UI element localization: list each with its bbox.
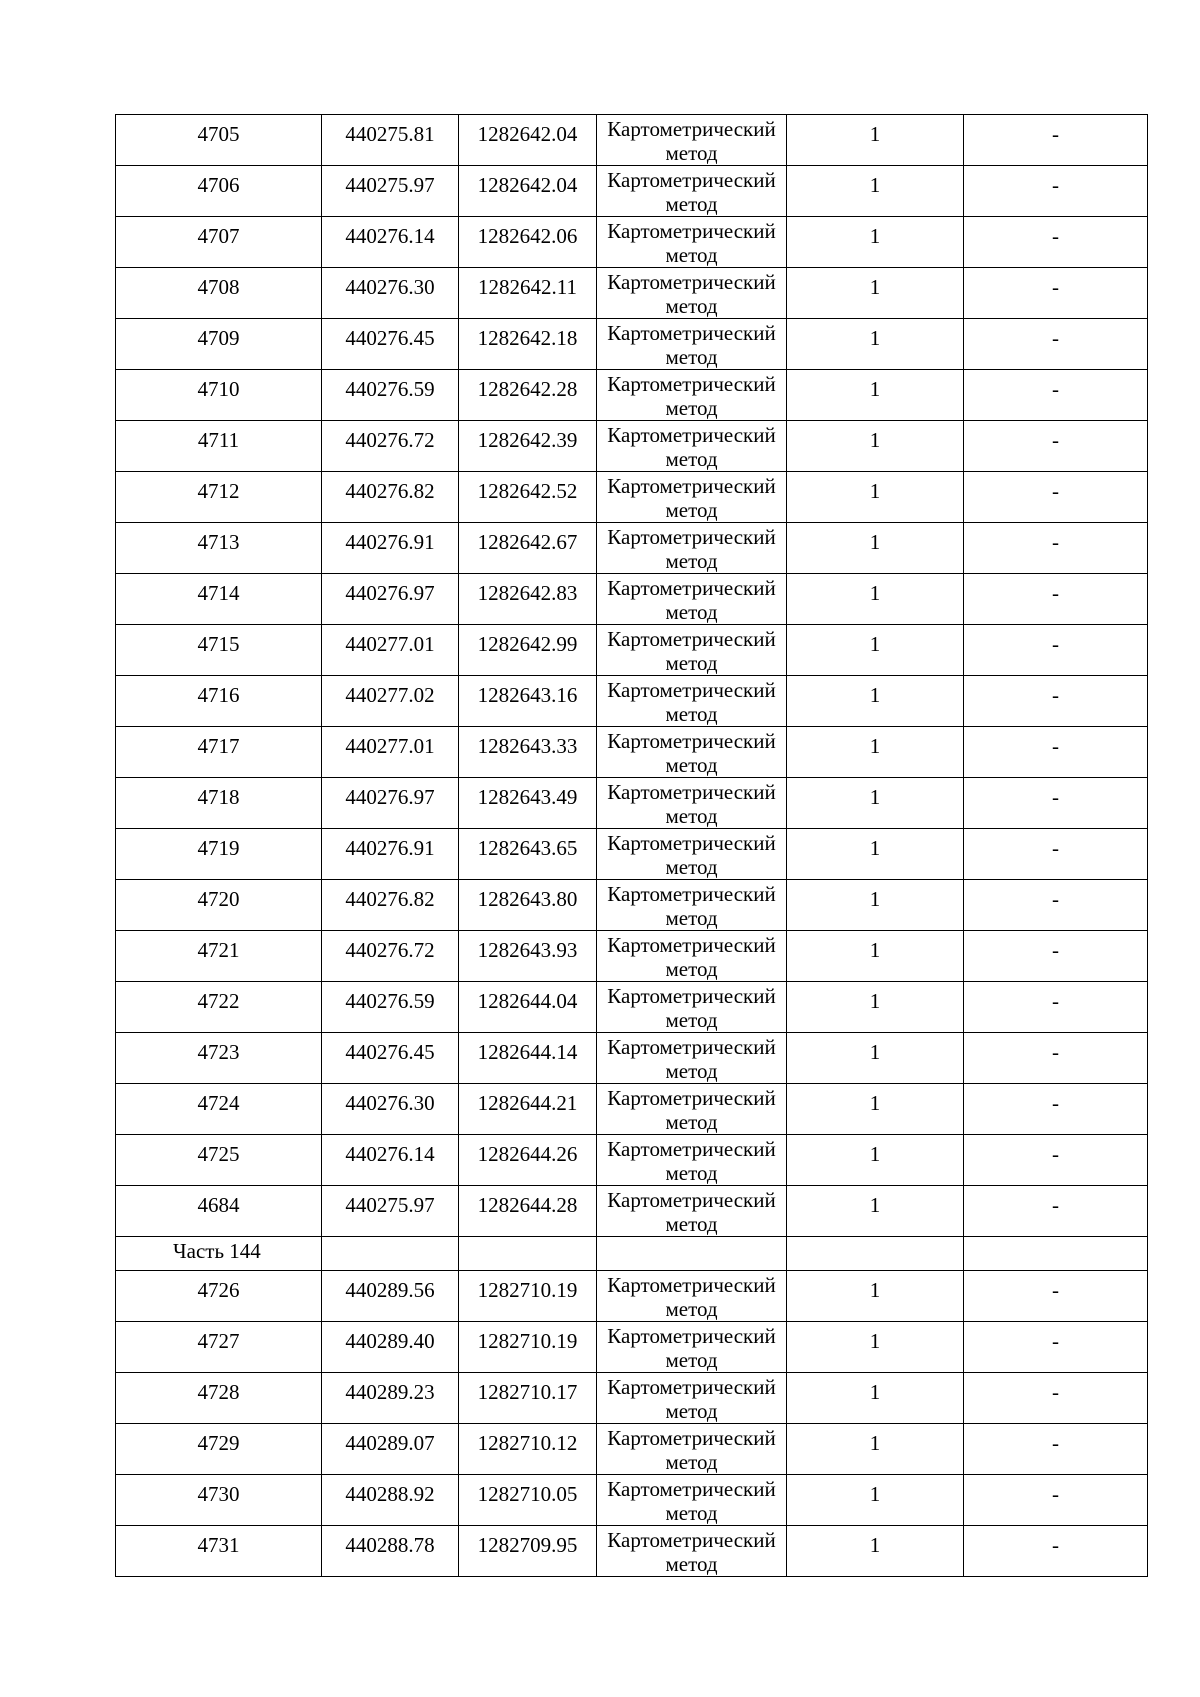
point-number-cell: 4684	[116, 1186, 322, 1237]
method-line-1: Картометрический	[607, 729, 776, 753]
method-cell	[597, 931, 787, 982]
method-cell	[597, 1135, 787, 1186]
point-number-cell: 4714	[116, 574, 322, 625]
coord-y-cell: 1282642.52	[459, 472, 597, 523]
method-line-1: Картометрический	[607, 678, 776, 702]
method-line-1: Картометрический	[607, 1426, 776, 1450]
coord-x-cell: 440288.92	[322, 1475, 459, 1526]
method-line-2: метод	[665, 1059, 718, 1083]
accuracy-cell: 1	[787, 1424, 964, 1475]
note-cell: -	[964, 880, 1148, 931]
table-row	[116, 421, 1148, 472]
accuracy-cell: 1	[787, 472, 964, 523]
note-cell: -	[964, 1322, 1148, 1373]
method-line-1: Картометрический	[607, 117, 776, 141]
point-number-cell: 4707	[116, 217, 322, 268]
method-cell	[597, 1271, 787, 1322]
method-line-2: метод	[665, 1297, 718, 1321]
accuracy-cell: 1	[787, 421, 964, 472]
point-number-cell: 4712	[116, 472, 322, 523]
coord-x-cell: 440289.07	[322, 1424, 459, 1475]
table-row	[116, 931, 1148, 982]
accuracy-cell: 1	[787, 370, 964, 421]
method-line-2: метод	[665, 1161, 718, 1185]
coord-x-cell: 440275.97	[322, 166, 459, 217]
empty-cell	[597, 1237, 787, 1271]
coord-y-cell: 1282643.65	[459, 829, 597, 880]
accuracy-cell: 1	[787, 1373, 964, 1424]
coord-y-cell: 1282709.95	[459, 1526, 597, 1577]
method-cell	[597, 982, 787, 1033]
table-row	[116, 166, 1148, 217]
coord-y-cell: 1282710.19	[459, 1322, 597, 1373]
method-line-2: метод	[665, 753, 718, 777]
point-number-cell: 4711	[116, 421, 322, 472]
method-line-2: метод	[665, 957, 718, 981]
coord-x-cell: 440275.81	[322, 115, 459, 166]
method-line-1: Картометрический	[607, 474, 776, 498]
method-cell	[597, 217, 787, 268]
empty-cell	[964, 1237, 1148, 1271]
note-cell: -	[964, 1135, 1148, 1186]
coord-x-cell: 440276.45	[322, 1033, 459, 1084]
coord-x-cell: 440276.30	[322, 1084, 459, 1135]
note-cell: -	[964, 268, 1148, 319]
coord-y-cell: 1282644.04	[459, 982, 597, 1033]
coord-x-cell: 440276.59	[322, 982, 459, 1033]
note-cell: -	[964, 472, 1148, 523]
empty-cell	[787, 1237, 964, 1271]
method-cell	[597, 268, 787, 319]
method-line-1: Картометрический	[607, 219, 776, 243]
point-number-cell: 4723	[116, 1033, 322, 1084]
method-cell	[597, 829, 787, 880]
note-cell: -	[964, 574, 1148, 625]
coord-x-cell: 440276.91	[322, 523, 459, 574]
method-cell	[597, 676, 787, 727]
point-number-cell: 4710	[116, 370, 322, 421]
note-cell: -	[964, 1373, 1148, 1424]
method-cell	[597, 625, 787, 676]
method-line-1: Картометрический	[607, 1273, 776, 1297]
point-number-cell: 4724	[116, 1084, 322, 1135]
method-line-1: Картометрический	[607, 321, 776, 345]
note-cell: -	[964, 778, 1148, 829]
point-number-cell: 4709	[116, 319, 322, 370]
accuracy-cell: 1	[787, 778, 964, 829]
method-line-1: Картометрический	[607, 831, 776, 855]
method-line-1: Картометрический	[607, 168, 776, 192]
table-row	[116, 115, 1148, 166]
accuracy-cell: 1	[787, 166, 964, 217]
method-cell	[597, 1033, 787, 1084]
table-row	[116, 1373, 1148, 1424]
coord-x-cell: 440276.97	[322, 574, 459, 625]
table-row	[116, 523, 1148, 574]
method-cell	[597, 1322, 787, 1373]
method-line-2: метод	[665, 651, 718, 675]
table-row	[116, 370, 1148, 421]
method-line-2: метод	[665, 855, 718, 879]
empty-cell	[322, 1237, 459, 1271]
method-line-1: Картометрический	[607, 1137, 776, 1161]
part-label: Часть 144	[116, 1237, 322, 1271]
accuracy-cell: 1	[787, 676, 964, 727]
method-line-2: метод	[665, 1399, 718, 1423]
table-row	[116, 472, 1148, 523]
method-line-2: метод	[665, 294, 718, 318]
method-line-2: метод	[665, 1348, 718, 1372]
coord-y-cell: 1282642.04	[459, 166, 597, 217]
method-cell	[597, 370, 787, 421]
coord-x-cell: 440276.14	[322, 217, 459, 268]
method-line-1: Картометрический	[607, 984, 776, 1008]
note-cell: -	[964, 676, 1148, 727]
method-cell	[597, 319, 787, 370]
coord-x-cell: 440277.01	[322, 625, 459, 676]
method-cell	[597, 1186, 787, 1237]
coordinates-table-body	[116, 115, 1148, 1577]
method-line-2: метод	[665, 549, 718, 573]
coord-x-cell: 440276.14	[322, 1135, 459, 1186]
method-line-1: Картометрический	[607, 627, 776, 651]
point-number-cell: 4721	[116, 931, 322, 982]
method-line-2: метод	[665, 447, 718, 471]
method-line-1: Картометрический	[607, 1324, 776, 1348]
method-line-1: Картометрический	[607, 1477, 776, 1501]
table-row	[116, 1526, 1148, 1577]
method-line-2: метод	[665, 1501, 718, 1525]
coord-y-cell: 1282643.80	[459, 880, 597, 931]
method-line-2: метод	[665, 396, 718, 420]
part-header-row	[116, 1237, 1148, 1271]
method-line-2: метод	[665, 243, 718, 267]
method-cell	[597, 1084, 787, 1135]
table-row	[116, 880, 1148, 931]
accuracy-cell: 1	[787, 1033, 964, 1084]
coord-y-cell: 1282642.83	[459, 574, 597, 625]
method-cell	[597, 574, 787, 625]
accuracy-cell: 1	[787, 523, 964, 574]
point-number-cell: 4706	[116, 166, 322, 217]
coord-x-cell: 440276.82	[322, 880, 459, 931]
point-number-cell: 4719	[116, 829, 322, 880]
note-cell: -	[964, 421, 1148, 472]
table-row	[116, 1271, 1148, 1322]
note-cell: -	[964, 727, 1148, 778]
coord-x-cell: 440275.97	[322, 1186, 459, 1237]
table-row	[116, 1033, 1148, 1084]
note-cell: -	[964, 1271, 1148, 1322]
coord-x-cell: 440276.91	[322, 829, 459, 880]
method-line-1: Картометрический	[607, 1528, 776, 1552]
note-cell: -	[964, 1033, 1148, 1084]
note-cell: -	[964, 829, 1148, 880]
empty-cell	[459, 1237, 597, 1271]
coord-y-cell: 1282644.28	[459, 1186, 597, 1237]
table-row	[116, 1424, 1148, 1475]
method-line-2: метод	[665, 345, 718, 369]
coord-y-cell: 1282643.16	[459, 676, 597, 727]
method-line-1: Картометрический	[607, 576, 776, 600]
table-row	[116, 1322, 1148, 1373]
method-line-2: метод	[665, 702, 718, 726]
table-row	[116, 676, 1148, 727]
method-cell	[597, 1526, 787, 1577]
accuracy-cell: 1	[787, 1322, 964, 1373]
coord-x-cell: 440289.23	[322, 1373, 459, 1424]
coord-y-cell: 1282710.17	[459, 1373, 597, 1424]
point-number-cell: 4716	[116, 676, 322, 727]
method-line-2: метод	[665, 192, 718, 216]
coord-x-cell: 440276.82	[322, 472, 459, 523]
table-row	[116, 1135, 1148, 1186]
accuracy-cell: 1	[787, 1084, 964, 1135]
table-row	[116, 829, 1148, 880]
table-row	[116, 217, 1148, 268]
method-line-1: Картометрический	[607, 1086, 776, 1110]
coord-y-cell: 1282642.99	[459, 625, 597, 676]
point-number-cell: 4705	[116, 115, 322, 166]
coord-x-cell: 440276.72	[322, 421, 459, 472]
method-line-2: метод	[665, 600, 718, 624]
coord-y-cell: 1282642.67	[459, 523, 597, 574]
accuracy-cell: 1	[787, 268, 964, 319]
method-line-2: метод	[665, 1008, 718, 1032]
point-number-cell: 4708	[116, 268, 322, 319]
table-row	[116, 268, 1148, 319]
coord-y-cell: 1282710.19	[459, 1271, 597, 1322]
coordinates-table	[115, 114, 1148, 1577]
method-cell	[597, 472, 787, 523]
coord-x-cell: 440288.78	[322, 1526, 459, 1577]
point-number-cell: 4722	[116, 982, 322, 1033]
method-line-1: Картометрический	[607, 882, 776, 906]
point-number-cell: 4728	[116, 1373, 322, 1424]
accuracy-cell: 1	[787, 931, 964, 982]
accuracy-cell: 1	[787, 574, 964, 625]
note-cell: -	[964, 1424, 1148, 1475]
accuracy-cell: 1	[787, 1475, 964, 1526]
accuracy-cell: 1	[787, 982, 964, 1033]
accuracy-cell: 1	[787, 727, 964, 778]
note-cell: -	[964, 217, 1148, 268]
method-line-2: метод	[665, 1552, 718, 1576]
accuracy-cell: 1	[787, 1271, 964, 1322]
point-number-cell: 4720	[116, 880, 322, 931]
note-cell: -	[964, 370, 1148, 421]
coord-y-cell: 1282642.04	[459, 115, 597, 166]
coord-x-cell: 440276.59	[322, 370, 459, 421]
coord-y-cell: 1282644.21	[459, 1084, 597, 1135]
note-cell: -	[964, 166, 1148, 217]
method-line-1: Картометрический	[607, 423, 776, 447]
coord-x-cell: 440276.45	[322, 319, 459, 370]
table-row	[116, 727, 1148, 778]
point-number-cell: 4713	[116, 523, 322, 574]
method-line-1: Картометрический	[607, 1035, 776, 1059]
coord-y-cell: 1282710.12	[459, 1424, 597, 1475]
method-line-1: Картометрический	[607, 1188, 776, 1212]
point-number-cell: 4729	[116, 1424, 322, 1475]
method-line-2: метод	[665, 906, 718, 930]
coord-y-cell: 1282643.49	[459, 778, 597, 829]
point-number-cell: 4730	[116, 1475, 322, 1526]
coord-x-cell: 440276.30	[322, 268, 459, 319]
method-line-2: метод	[665, 1110, 718, 1134]
table-row	[116, 982, 1148, 1033]
note-cell: -	[964, 115, 1148, 166]
note-cell: -	[964, 1084, 1148, 1135]
point-number-cell: 4731	[116, 1526, 322, 1577]
coord-y-cell: 1282644.14	[459, 1033, 597, 1084]
method-line-1: Картометрический	[607, 933, 776, 957]
accuracy-cell: 1	[787, 625, 964, 676]
point-number-cell: 4717	[116, 727, 322, 778]
method-cell	[597, 1475, 787, 1526]
method-line-1: Картометрический	[607, 525, 776, 549]
method-cell	[597, 166, 787, 217]
accuracy-cell: 1	[787, 1135, 964, 1186]
coord-y-cell: 1282643.93	[459, 931, 597, 982]
point-number-cell: 4715	[116, 625, 322, 676]
accuracy-cell: 1	[787, 217, 964, 268]
note-cell: -	[964, 625, 1148, 676]
coord-x-cell: 440276.97	[322, 778, 459, 829]
method-cell	[597, 523, 787, 574]
note-cell: -	[964, 523, 1148, 574]
point-number-cell: 4726	[116, 1271, 322, 1322]
coord-y-cell: 1282642.18	[459, 319, 597, 370]
table-row	[116, 625, 1148, 676]
method-cell	[597, 115, 787, 166]
note-cell: -	[964, 1186, 1148, 1237]
method-cell	[597, 880, 787, 931]
table-row	[116, 319, 1148, 370]
accuracy-cell: 1	[787, 880, 964, 931]
method-line-2: метод	[665, 141, 718, 165]
method-line-1: Картометрический	[607, 780, 776, 804]
method-line-2: метод	[665, 498, 718, 522]
method-line-1: Картометрический	[607, 372, 776, 396]
coord-y-cell: 1282710.05	[459, 1475, 597, 1526]
table-row	[116, 1084, 1148, 1135]
accuracy-cell: 1	[787, 115, 964, 166]
coord-x-cell: 440277.02	[322, 676, 459, 727]
coord-y-cell: 1282642.06	[459, 217, 597, 268]
coord-y-cell: 1282642.11	[459, 268, 597, 319]
method-line-2: метод	[665, 1212, 718, 1236]
coord-y-cell: 1282644.26	[459, 1135, 597, 1186]
accuracy-cell: 1	[787, 1526, 964, 1577]
method-cell	[597, 421, 787, 472]
coord-x-cell: 440289.56	[322, 1271, 459, 1322]
note-cell: -	[964, 1526, 1148, 1577]
coord-x-cell: 440276.72	[322, 931, 459, 982]
method-line-2: метод	[665, 1450, 718, 1474]
table-row	[116, 778, 1148, 829]
note-cell: -	[964, 1475, 1148, 1526]
table-row	[116, 1475, 1148, 1526]
method-line-2: метод	[665, 804, 718, 828]
accuracy-cell: 1	[787, 1186, 964, 1237]
coord-y-cell: 1282642.28	[459, 370, 597, 421]
note-cell: -	[964, 982, 1148, 1033]
coord-y-cell: 1282643.33	[459, 727, 597, 778]
method-cell	[597, 1424, 787, 1475]
accuracy-cell: 1	[787, 829, 964, 880]
table-row	[116, 1186, 1148, 1237]
note-cell: -	[964, 931, 1148, 982]
point-number-cell: 4718	[116, 778, 322, 829]
accuracy-cell: 1	[787, 319, 964, 370]
coord-y-cell: 1282642.39	[459, 421, 597, 472]
coord-x-cell: 440289.40	[322, 1322, 459, 1373]
table-row	[116, 574, 1148, 625]
note-cell: -	[964, 319, 1148, 370]
method-cell	[597, 727, 787, 778]
coord-x-cell: 440277.01	[322, 727, 459, 778]
point-number-cell: 4725	[116, 1135, 322, 1186]
method-line-1: Картометрический	[607, 270, 776, 294]
point-number-cell: 4727	[116, 1322, 322, 1373]
method-cell	[597, 778, 787, 829]
method-cell	[597, 1373, 787, 1424]
method-line-1: Картометрический	[607, 1375, 776, 1399]
